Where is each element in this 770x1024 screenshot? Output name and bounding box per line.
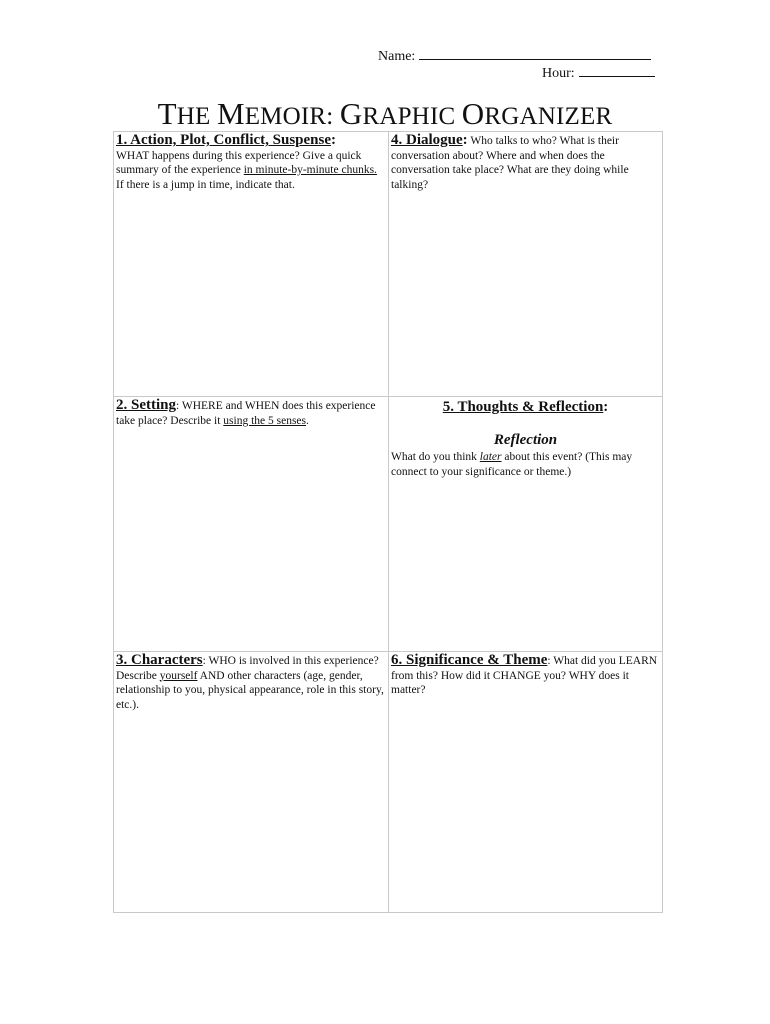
significance-heading: 6. Significance & Theme [391,652,548,668]
hour-blank-line[interactable] [579,64,655,77]
action-heading: 1. Action, Plot, Conflict, Suspense [116,132,332,148]
characters-heading: 3. Characters [116,652,203,668]
setting-heading: 2. Setting [116,397,176,413]
section-action[interactable]: 1. Action, Plot, Conflict, Suspense: WHAT happens during this experience? Give a quick summary of the experience in minute-by-minute chunks. If there is a jump in time, indicate that. [116,132,377,191]
name-blank-line[interactable] [419,47,651,60]
hour-field [542,64,658,82]
reflection-subheading: Reflection [493,432,558,448]
section-characters[interactable]: 3. Characters: WHO is involved in this experience? Describe yourself AND other characters (age, gender, relationship to you, physical appearance, role in this story, etc.). [116,652,384,711]
hour-label: Hour: [542,66,575,81]
page-title: THE MEMOIR: GRAPHIC ORGANIZER [157,96,613,131]
section-significance[interactable]: 6. Significance & Theme: What did you LEARN from this? How did it CHANGE you? WHY does it matter? [391,652,658,696]
name-field [378,47,658,65]
section-setting[interactable]: 2. Setting: WHERE and WHEN does this experience take place? Describe it using the 5 senses. [116,397,376,427]
section-dialogue[interactable]: 4. Dialogue: Who talks to who? What is their conversation about? Where and when does the conversation take place? What are they doing while talking? [391,132,629,191]
name-label: Name: [378,49,416,64]
organizer-grid [113,131,663,913]
dialogue-heading: 4. Dialogue [391,132,463,148]
thoughts-heading: 5. Thoughts & Reflection [442,399,604,415]
section-thoughts[interactable]: 5. Thoughts & Reflection: Reflection What do you think later about this event? (This may connect to your significance or theme.) [389,397,662,651]
